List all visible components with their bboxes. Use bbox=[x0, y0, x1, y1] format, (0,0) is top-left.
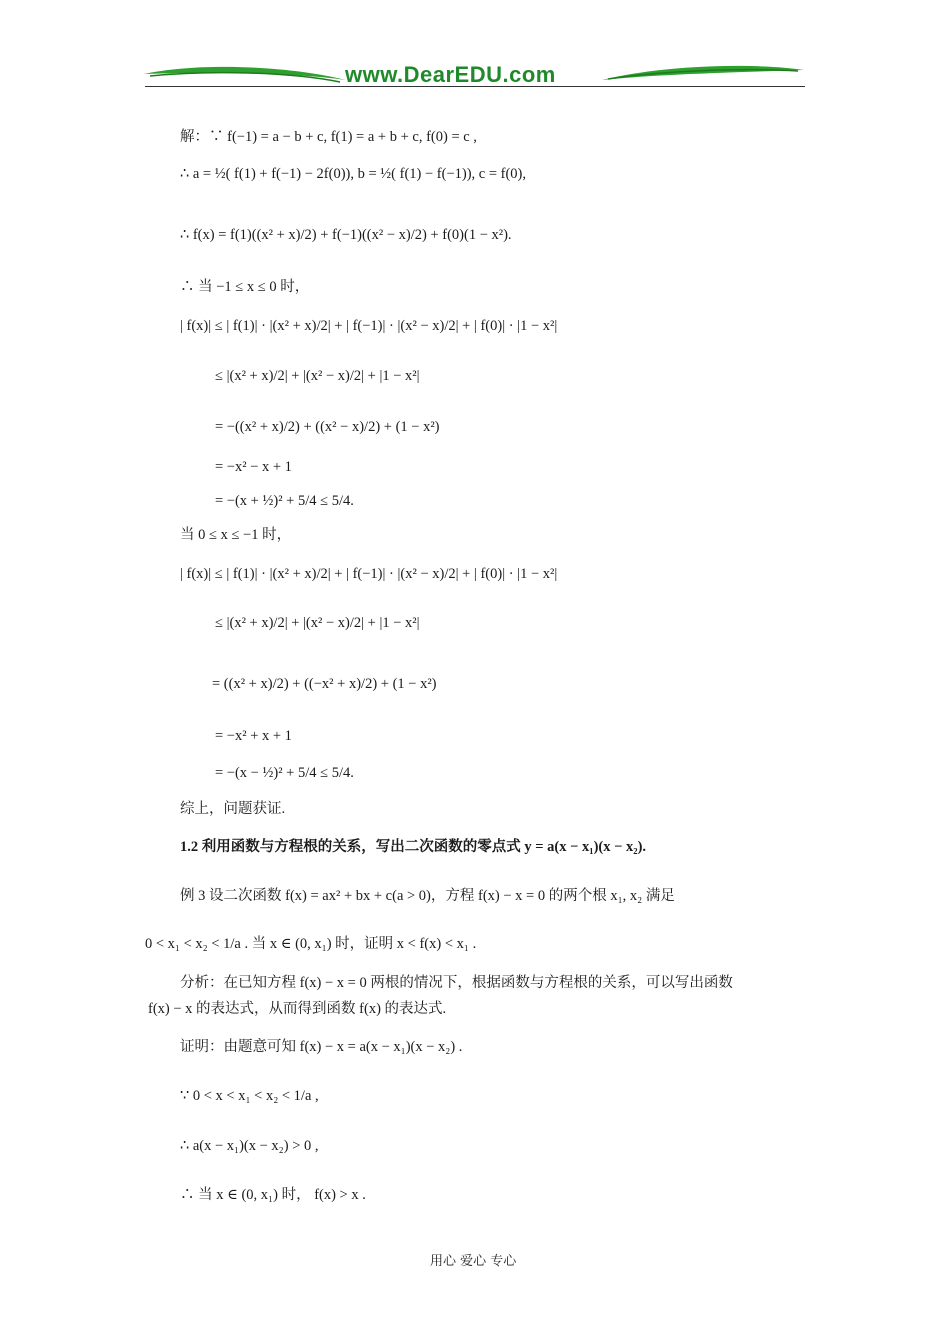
text-line-l13: = ((x² + x)/2) + ((−x² + x)/2) + (1 − x²) bbox=[212, 676, 437, 692]
header-swoosh-left bbox=[140, 60, 350, 88]
text-line-l24: ∴ a(x − x₁)(x − x₂) > 0 , bbox=[180, 1138, 319, 1154]
text-line-l10: 当 0 ≤ x ≤ −1 时， bbox=[180, 527, 292, 543]
text-line-l06: ≤ |(x² + x)/2| + |(x² − x)/2| + |1 − x²| bbox=[215, 368, 420, 384]
text-line-l16: 综上，问题获证. bbox=[180, 801, 286, 817]
text-line-l14: = −x² + x + 1 bbox=[215, 728, 292, 744]
text-line-l19: 0 < x₁ < x₂ < 1/a . 当 x ∈ (0, x₁) 时，证明 x < f(x) < x₁ . bbox=[145, 936, 477, 952]
site-logo: www.DearEDU.com bbox=[345, 62, 556, 87]
text-line-l03: ∴ f(x) = f(1)((x² + x)/2) + f(−1)((x² − x)/2) + f(0)(1 − x²). bbox=[180, 227, 512, 243]
text-line-l21: f(x) − x 的表达式，从而得到函数 f(x) 的表达式. bbox=[148, 1001, 447, 1017]
text-line-l25: ∴ 当 x ∈ (0, x₁) 时， f(x) > x . bbox=[180, 1187, 366, 1203]
text-line-l17: 1.2 利用函数与方程根的关系，写出二次函数的零点式 y = a(x − x₁)(x − x₂). bbox=[180, 839, 647, 855]
text-line-l11: | f(x)| ≤ | f(1)| · |(x² + x)/2| + | f(−1)| · |(x² − x)/2| + | f(0)| · |1 − x²| bbox=[180, 566, 558, 582]
text-line-l07: = −((x² + x)/2) + ((x² − x)/2) + (1 − x²) bbox=[215, 419, 440, 435]
text-line-l05: | f(x)| ≤ | f(1)| · |(x² + x)/2| + | f(−1)| · |(x² − x)/2| + | f(0)| · |1 − x²| bbox=[180, 318, 558, 334]
text-line-l20: 分析：在已知方程 f(x) − x = 0 两根的情况下，根据函数与方程根的关系，可以写出函数 bbox=[180, 975, 733, 991]
text-line-l15: = −(x − ½)² + 5/4 ≤ 5/4. bbox=[215, 765, 354, 781]
text-line-l22: 证明：由题意可知 f(x) − x = a(x − x₁)(x − x₂) . bbox=[180, 1039, 463, 1055]
text-line-l18: 例 3 设二次函数 f(x) = ax² + bx + c(a > 0)，方程 f(x) − x = 0 的两个根 x₁, x₂ 满足 bbox=[180, 888, 675, 904]
text-line-l08: = −x² − x + 1 bbox=[215, 459, 292, 475]
text-line-l02: ∴ a = ½( f(1) + f(−1) − 2f(0)), b = ½( f(1) − f(−1)), c = f(0), bbox=[180, 166, 526, 182]
header-rule bbox=[145, 86, 805, 87]
text-line-l04: ∴ 当 −1 ≤ x ≤ 0 时， bbox=[180, 279, 310, 295]
page-footer: 用心 爱心 专心 bbox=[430, 1254, 517, 1269]
text-line-l01: 解：∵ f(−1) = a − b + c, f(1) = a + b + c, f(0) = c , bbox=[180, 129, 477, 145]
text-line-l23: ∵ 0 < x < x₁ < x₂ < 1/a , bbox=[180, 1088, 319, 1104]
text-line-l09: = −(x + ½)² + 5/4 ≤ 5/4. bbox=[215, 493, 354, 509]
header-swoosh-right bbox=[598, 60, 808, 88]
text-line-l12: ≤ |(x² + x)/2| + |(x² − x)/2| + |1 − x²| bbox=[215, 615, 420, 631]
